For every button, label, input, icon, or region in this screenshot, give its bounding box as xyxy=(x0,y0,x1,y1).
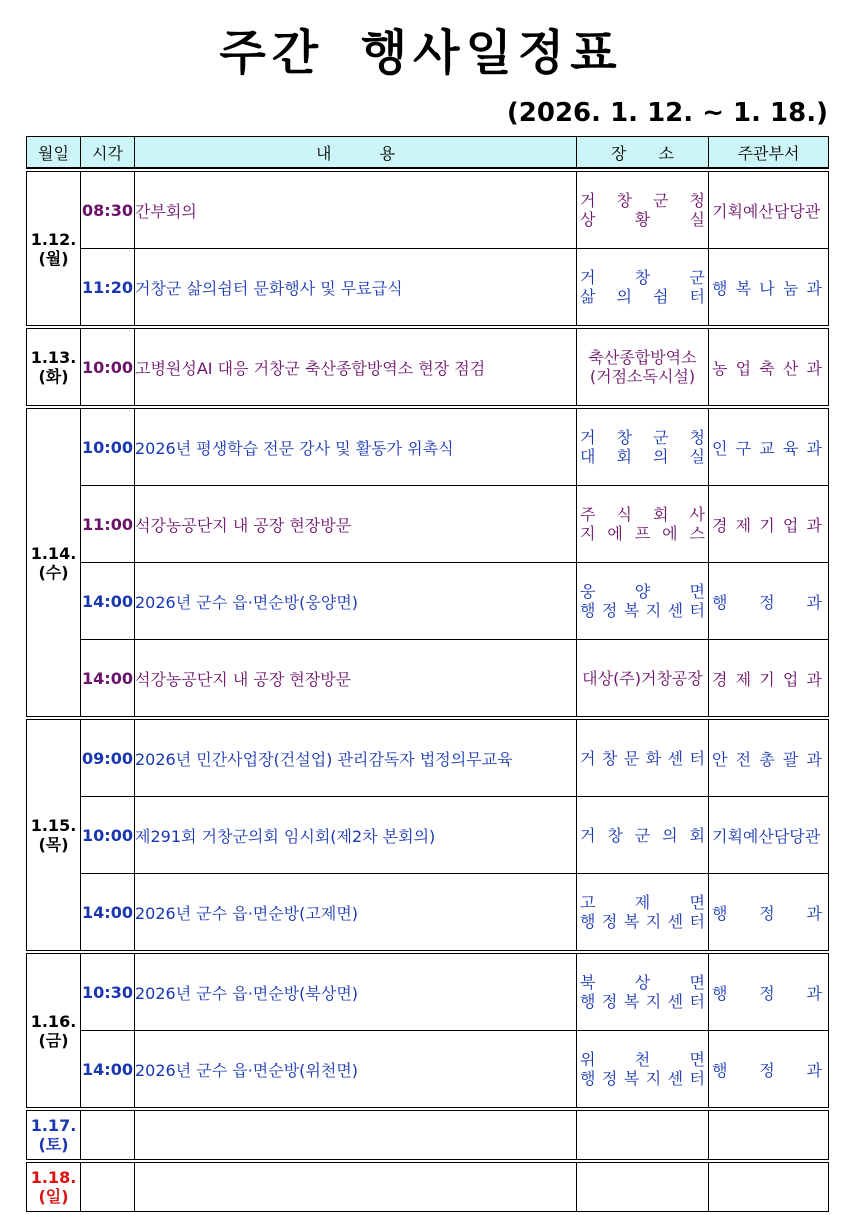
dept-label: 경 제 기 업 과 xyxy=(712,515,822,535)
event-place xyxy=(577,1031,709,1108)
empty-place xyxy=(577,1163,709,1212)
empty-time xyxy=(81,1111,135,1160)
empty-day-row xyxy=(27,1163,829,1212)
empty-dept xyxy=(709,1111,829,1160)
day-weekday: (월) xyxy=(38,248,69,268)
day-cell xyxy=(27,329,81,406)
event-place xyxy=(577,563,709,640)
header-day: 월일 xyxy=(27,137,81,169)
day-weekday: (화) xyxy=(38,367,69,386)
event-content: 2026년 군수 읍·면순방(위천면) xyxy=(135,1031,577,1108)
day-cell xyxy=(27,1111,81,1160)
dept-label: 농 업 축 산 과 xyxy=(712,358,822,378)
day-cell xyxy=(27,954,81,1108)
event-time: 09:00 xyxy=(81,720,135,797)
event-row xyxy=(27,329,829,406)
place-line: (거점소독시설) xyxy=(589,367,696,386)
empty-content xyxy=(135,1163,577,1212)
event-dept xyxy=(709,797,829,874)
event-place xyxy=(577,329,709,406)
day-date: 1.13. xyxy=(30,348,77,367)
dept-label: 인 구 교 육 과 xyxy=(712,438,822,458)
event-time: 14:00 xyxy=(81,874,135,951)
event-row xyxy=(27,874,829,951)
event-content: 2026년 군수 읍·면순방(웅양면) xyxy=(135,563,577,640)
event-place xyxy=(577,409,709,486)
dept-label: 안 전 총 괄 과 xyxy=(712,749,822,769)
day-date: 1.17. xyxy=(30,1116,77,1135)
event-place xyxy=(577,172,709,249)
event-place xyxy=(577,797,709,874)
event-row xyxy=(27,954,829,1031)
place-line: 웅 양 면 xyxy=(580,582,705,601)
place-line: 위 천 면 xyxy=(580,1050,705,1069)
day-weekday: (토) xyxy=(38,1135,69,1154)
event-time: 08:30 xyxy=(81,172,135,249)
place-line: 거 창 군 청 xyxy=(580,428,705,447)
event-place xyxy=(577,954,709,1031)
event-content: 고병원성AI 대응 거창군 축산종합방역소 현장 점검 xyxy=(135,329,577,406)
dept-label: 기획예산담당관 xyxy=(712,826,821,846)
event-row xyxy=(27,640,829,717)
event-dept xyxy=(709,954,829,1031)
event-time: 11:00 xyxy=(81,486,135,563)
header-place: 장 소 xyxy=(577,137,709,169)
schedule-body xyxy=(27,168,829,1212)
event-dept xyxy=(709,1031,829,1108)
event-row xyxy=(27,172,829,249)
header-content: 내 용 xyxy=(135,137,577,169)
place-line: 축산종합방역소 xyxy=(588,348,697,367)
empty-place xyxy=(577,1111,709,1160)
empty-day-row xyxy=(27,1111,829,1160)
day-weekday: (목) xyxy=(38,835,69,854)
place-line: 주 식 회 사 xyxy=(580,505,705,524)
dept-label: 행 복 나 눔 과 xyxy=(712,278,822,298)
event-dept xyxy=(709,172,829,249)
event-place xyxy=(577,720,709,797)
event-row xyxy=(27,1031,829,1108)
event-content: 간부회의 xyxy=(135,172,577,249)
event-time: 10:30 xyxy=(81,954,135,1031)
day-weekday: (금) xyxy=(38,1030,69,1050)
day-date: 1.14. xyxy=(30,543,77,563)
place-line: 대 회 의 실 xyxy=(580,447,705,466)
event-row xyxy=(27,720,829,797)
page-title: 주간 행사일정표 xyxy=(219,25,623,81)
event-row xyxy=(27,249,829,326)
event-row xyxy=(27,563,829,640)
event-content: 2026년 군수 읍·면순방(고제면) xyxy=(135,874,577,951)
schedule-period: (2026. 1. 12. ~ 1. 18.) xyxy=(506,98,828,128)
dept-label: 행 정 과 xyxy=(712,1060,822,1080)
day-date: 1.15. xyxy=(30,816,77,835)
place-line: 고 제 면 xyxy=(580,893,705,912)
event-dept xyxy=(709,563,829,640)
place-line: 북 상 면 xyxy=(580,973,705,992)
place-line: 행 정 복 지 센 터 xyxy=(580,992,705,1011)
day-cell xyxy=(27,1163,81,1212)
event-place xyxy=(577,874,709,951)
event-content: 2026년 평생학습 전문 강사 및 활동가 위촉식 xyxy=(135,409,577,486)
event-time: 14:00 xyxy=(81,563,135,640)
event-content: 석강농공단지 내 공장 현장방문 xyxy=(135,486,577,563)
event-dept xyxy=(709,720,829,797)
event-content: 2026년 민간사업장(건설업) 관리감독자 법정의무교육 xyxy=(135,720,577,797)
event-dept xyxy=(709,329,829,406)
day-date: 1.12. xyxy=(30,229,77,249)
event-row xyxy=(27,797,829,874)
event-time: 10:00 xyxy=(81,409,135,486)
empty-content xyxy=(135,1111,577,1160)
event-dept xyxy=(709,486,829,563)
event-row xyxy=(27,486,829,563)
event-place xyxy=(577,249,709,326)
place-line: 행 정 복 지 센 터 xyxy=(580,912,705,931)
place-line: 거 창 군 xyxy=(580,268,705,287)
day-cell xyxy=(27,720,81,951)
day-weekday: (수) xyxy=(38,562,69,582)
schedule-table xyxy=(26,136,829,1212)
day-cell xyxy=(27,172,81,326)
dept-label: 행 정 과 xyxy=(712,983,822,1003)
place-line: 행 정 복 지 센 터 xyxy=(580,1069,705,1088)
event-time: 10:00 xyxy=(81,797,135,874)
event-dept xyxy=(709,874,829,951)
day-cell xyxy=(27,409,81,717)
place-line: 삶 의 쉼 터 xyxy=(580,287,705,306)
event-time: 11:20 xyxy=(81,249,135,326)
event-place xyxy=(577,486,709,563)
dept-label: 행 정 과 xyxy=(712,903,822,923)
header-dept: 주관부서 xyxy=(709,137,829,169)
empty-time xyxy=(81,1163,135,1212)
place-line: 거 창 군 청 xyxy=(580,191,705,210)
dept-label: 기획예산담당관 xyxy=(712,201,821,221)
event-content: 석강농공단지 내 공장 현장방문 xyxy=(135,640,577,717)
dept-label: 행 정 과 xyxy=(712,592,822,612)
place-line: 거 창 문 화 센 터 xyxy=(580,748,705,768)
event-content: 2026년 군수 읍·면순방(북상면) xyxy=(135,954,577,1031)
event-time: 10:00 xyxy=(81,329,135,406)
header-row xyxy=(27,137,829,169)
event-content: 제291회 거창군의회 임시회(제2차 본회의) xyxy=(135,797,577,874)
empty-dept xyxy=(709,1163,829,1212)
event-dept xyxy=(709,249,829,326)
event-row xyxy=(27,409,829,486)
day-date: 1.16. xyxy=(30,1011,77,1031)
event-content: 거창군 삶의쉼터 문화행사 및 무료급식 xyxy=(135,249,577,326)
day-weekday: (일) xyxy=(38,1187,69,1206)
event-dept xyxy=(709,409,829,486)
place-line: 대상(주)거창공장 xyxy=(582,668,703,688)
event-time: 14:00 xyxy=(81,640,135,717)
header-time: 시각 xyxy=(81,137,135,169)
event-dept xyxy=(709,640,829,717)
place-line: 거 창 군 의 회 xyxy=(580,825,705,845)
place-line: 지 에 프 에 스 xyxy=(580,524,705,543)
place-line: 상 황 실 xyxy=(580,210,705,229)
event-time: 14:00 xyxy=(81,1031,135,1108)
place-line: 행 정 복 지 센 터 xyxy=(580,601,705,620)
event-place xyxy=(577,640,709,717)
day-date: 1.18. xyxy=(30,1168,77,1187)
dept-label: 경 제 기 업 과 xyxy=(712,669,822,689)
